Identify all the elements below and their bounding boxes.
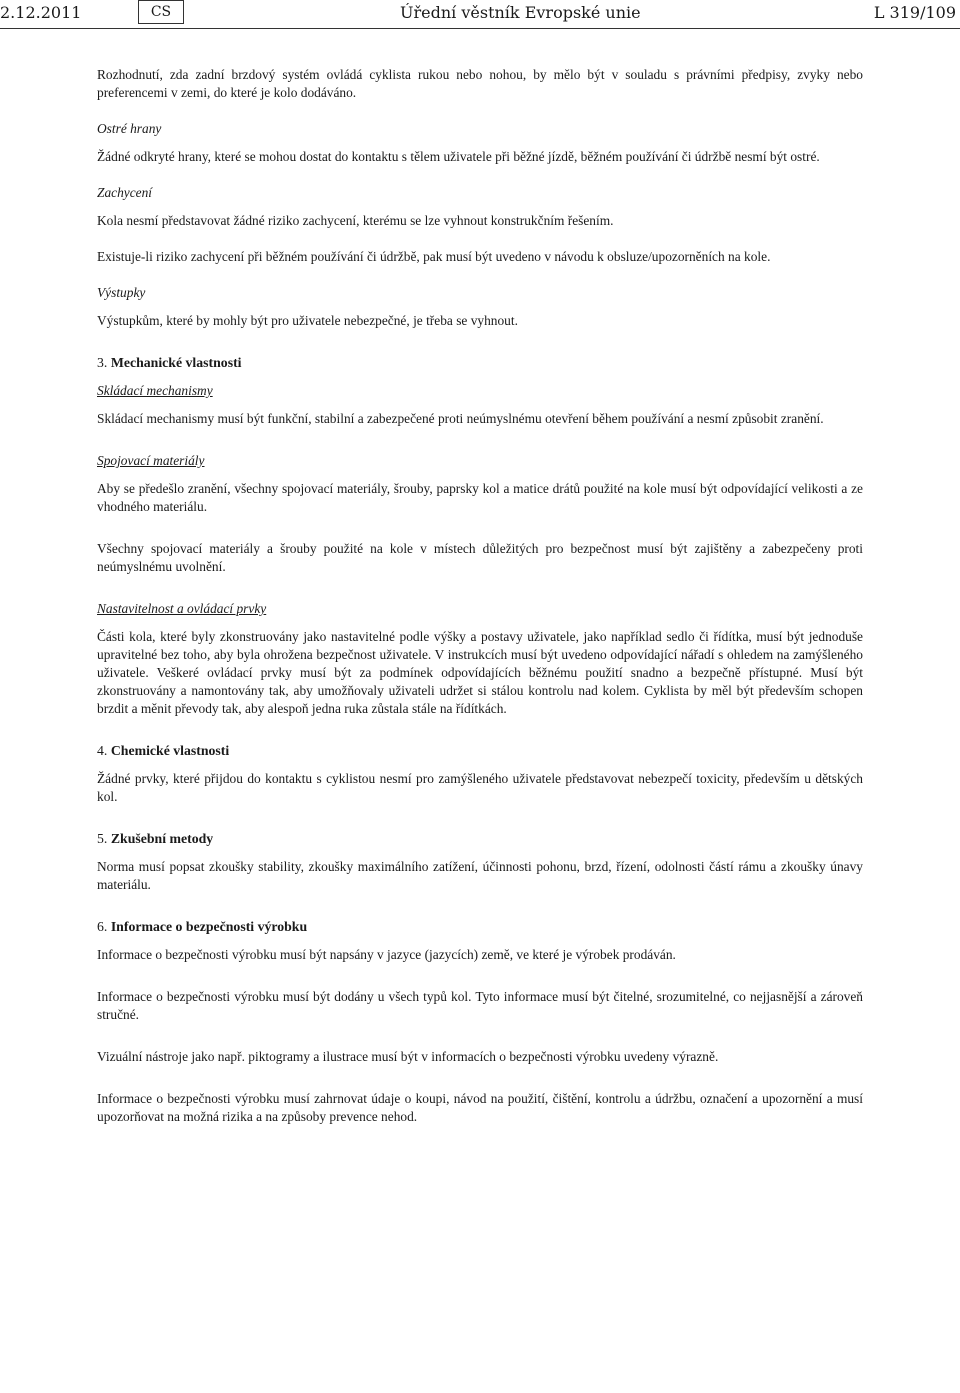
publication-date: 2.12.2011 xyxy=(0,3,82,22)
section-number: 3. xyxy=(97,355,108,370)
paragraph-info-2: Informace o bezpečnosti výrobku musí být dodány u všech typů kol. Tyto informace musí být čitelné, srozumitelné, co nejjasnější a zároveň stručné. xyxy=(97,989,863,1022)
section-heading-6 xyxy=(97,918,863,936)
header-rule xyxy=(0,28,960,29)
section-title: Mechanické vlastnosti xyxy=(110,355,242,370)
paragraph-folding: Skládací mechanismy musí být funkční, stabilní a zabezpečené proti neúmyslnému otevření během používání a nesmí způsobit zranění. xyxy=(97,411,824,426)
paragraph-entrapment-2: Existuje-li riziko zachycení při běžném používání či údržbě, pak musí být uvedeno v návodu k obsluze/upozorněních na kole. xyxy=(97,249,771,264)
paragraph-adjustability: Části kola, které byly zkonstruovány jako nastavitelné podle výšky a postavy uživatele, jako například sedlo či řídítka, musí být jednoduše upravitelné bez toho, aby byla ohrožena bezpečnost uživatele. V instrukcích musí být uvedeno odpovídající nářadí s ohledem na zamýšleného uživatele. Veškeré ovládací prvky musí být za podmínek odpovídajících běžnému použití snadno a bezpečně přístupné. Musí být zkonstruovány a namontovány tak, aby umožňovaly uživateli udržet si stálou kontrolu nad kolem. Cyklista by měl být především schopen brzdit a měnit převody tak, aby alespoň jedna ruka zůstala stále na řídítkách. xyxy=(97,629,863,716)
paragraph-brake-decision: Rozhodnutí, zda zadní brzdový systém ovládá cyklista rukou nebo nohou, by mělo být v souladu s právními předpisy, zvyky nebo preferencemi v zemi, do které je kolo dodáváno. xyxy=(97,67,863,100)
journal-title: Úřední věstník Evropské unie xyxy=(400,3,641,22)
paragraph-protrusions: Výstupkům, které by mohly být pro uživatele nebezpečné, je třeba se vyhnout. xyxy=(97,313,518,328)
paragraph-entrapment-1: Kola nesmí představovat žádné riziko zachycení, kterému se lze vyhnout konstrukčním řešením. xyxy=(97,213,614,228)
subheading-protrusions: Výstupky xyxy=(97,285,146,300)
section-heading-5 xyxy=(97,830,863,848)
section-title: Zkušební metody xyxy=(110,831,214,846)
paragraph-chemical: Žádné prvky, které přijdou do kontaktu s cyklistou nesmí pro zamýšleného uživatele představovat nebezpečí toxicity, především u dětských kol. xyxy=(97,771,863,804)
language-badge: CS xyxy=(138,0,184,24)
section-number: 4. xyxy=(97,743,108,758)
paragraph-fasteners-1: Aby se předešlo zranění, všechny spojovací materiály, šrouby, paprsky kol a matice drátů použité na kole musí být odpovídající velikosti a ze vhodného materiálu. xyxy=(97,481,863,514)
subheading-fasteners: Spojovací materiály xyxy=(97,453,205,468)
paragraph-info-1: Informace o bezpečnosti výrobku musí být napsány v jazyce (jazycích) země, ve které je výrobek prodáván. xyxy=(97,947,676,962)
section-number: 6. xyxy=(97,919,108,934)
subheading-folding: Skládací mechanismy xyxy=(97,383,213,398)
paragraph-info-4: Informace o bezpečnosti výrobku musí zahrnovat údaje o koupi, návod na použití, čištění, kontrolu a údržbu, označení a upozornění a musí upozorňovat na možná rizika a na způsoby prevence nehod. xyxy=(97,1091,863,1124)
subheading-adjustability: Nastavitelnost a ovládací prvky xyxy=(97,601,267,616)
paragraph-test-methods: Norma musí popsat zkoušky stability, zkoušky maximálního zatížení, účinnosti pohonu, brzd, řízení, odolnosti částí rámu a zkoušky únavy materiálu. xyxy=(97,859,863,892)
subheading-entrapment: Zachycení xyxy=(97,185,153,200)
page-header xyxy=(0,0,960,30)
section-title: Chemické vlastnosti xyxy=(110,743,230,758)
paragraph-fasteners-2: Všechny spojovací materiály a šrouby použité na kole v místech důležitých pro bezpečnost musí být zajištěny a zabezpečeny proti neúmyslnému uvolnění. xyxy=(97,541,863,574)
subheading-sharp-edges: Ostré hrany xyxy=(97,121,162,136)
document-body xyxy=(97,66,863,1126)
section-title: Informace o bezpečnosti výrobku xyxy=(110,919,308,934)
section-heading-3 xyxy=(97,354,863,372)
paragraph-sharp-edges: Žádné odkryté hrany, které se mohou dostat do kontaktu s tělem uživatele při běžné jízdě, běžném používání či údržbě nesmí být ostré. xyxy=(97,149,820,164)
section-number: 5. xyxy=(97,831,108,846)
section-heading-4 xyxy=(97,742,863,760)
page-reference: L 319/109 xyxy=(873,3,956,22)
paragraph-info-3: Vizuální nástroje jako např. piktogramy a ilustrace musí být v informacích o bezpečnosti výrobku uvedeny výrazně. xyxy=(97,1049,719,1064)
